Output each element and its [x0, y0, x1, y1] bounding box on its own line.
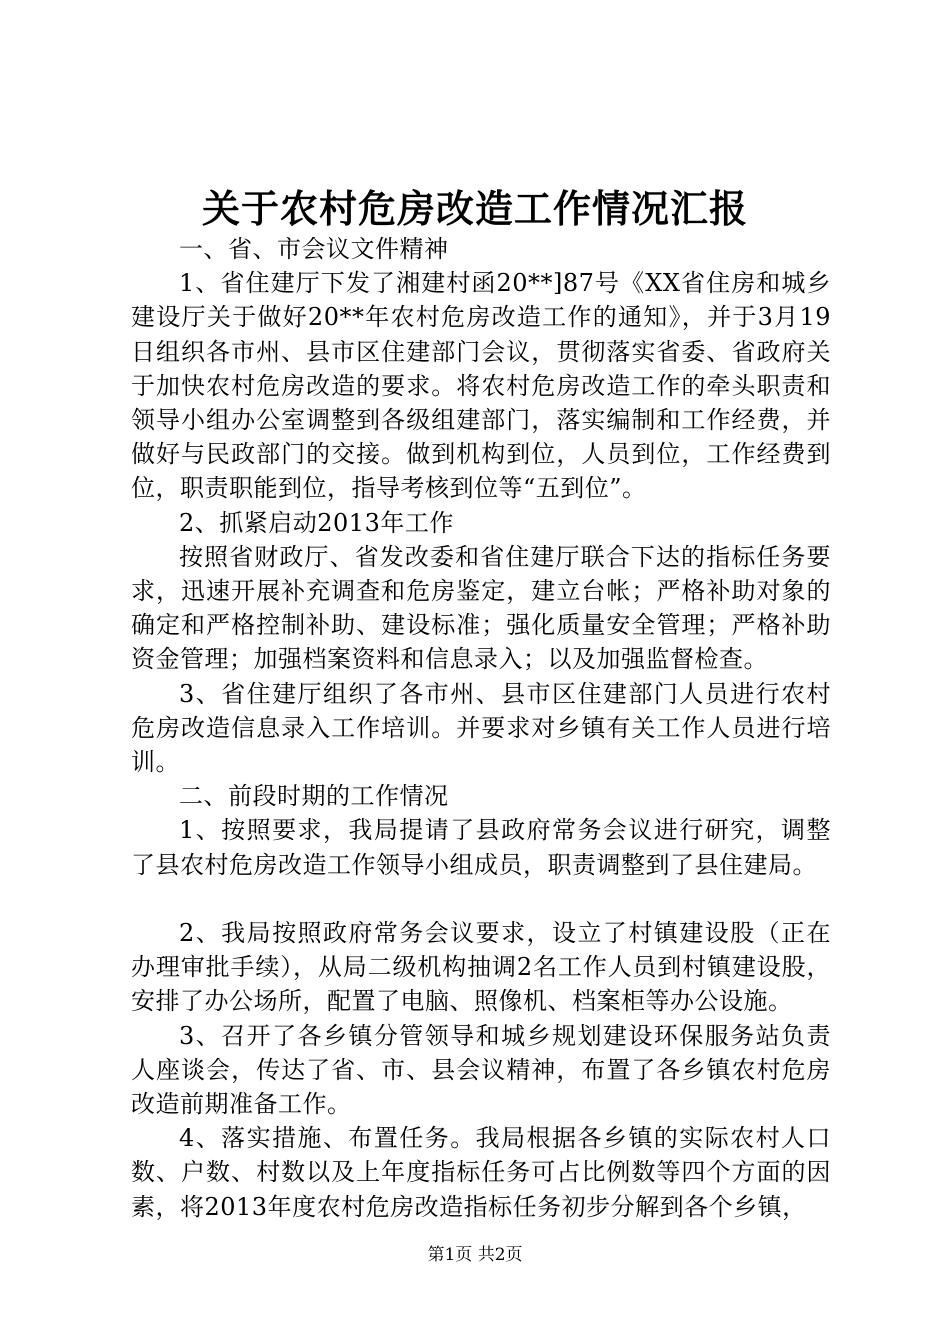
page-footer: 第1页 共2页 [427, 1245, 523, 1265]
paragraph-1-3: 3、省住建厅组织了各市州、县市区住建部门人员进行农村危房改造信息录入工作培训。并要求对乡镇有关工作人员进行培训。 [131, 679, 831, 777]
section-heading-1: 一、省、市会议文件精神 [179, 235, 449, 263]
paragraph-2-2: 2、我局按照政府常务会议要求，设立了村镇建设股（正在办理审批手续），从局二级机构抽调2名工作人员到村镇建设股，安排了办公场所，配置了电脑、照像机、档案柜等办公设施。 [131, 919, 831, 1016]
paragraph-1-2-body: 按照省财政厅、省发改委和省住建厅联合下达的指标任务要求，迅速开展补充调查和危房鉴定，建立台帐；严格补助对象的确定和严格控制补助、建设标准；强化质量安全管理；严格补助资金管理；加强档案资料和信息录入；以及加强监督检查。 [131, 542, 831, 674]
subheading-1-2: 2、抓紧启动2013年工作 [179, 508, 454, 537]
paragraph-2-1: 1、按照要求，我局提请了县政府常务会议进行研究，调整了县农村危房改造工作领导小组成员，职责调整到了县住建局。 [131, 816, 831, 879]
document-title: 关于农村危房改造工作情况汇报 [201, 186, 748, 231]
paragraph-2-3: 3、召开了各乡镇分管领导和城乡规划建设环保服务站负责人座谈会，传达了省、市、县会议精神，布置了各乡镇农村危房改造前期准备工作。 [131, 1021, 831, 1119]
paragraph-1-1: 1、省住建厅下发了湘建村函20**]87号《XX省住房和城乡建设厅关于做好20**年农村危房改造工作的通知》，并于3月19日组织各市州、县市区住建部门会议，贯彻落实省委、省政府关于加快农村危房改造的要求。将农村危房改造工作的牵头职责和领导小组办公室调整到各级组建部门，落实编制和工作经费，并做好与民政部门的交接。做到机构到位，人员到位，工作经费到位，职责职能到位，指导考核到位等“五到位”。 [131, 269, 831, 503]
blank-line [131, 882, 831, 916]
document-body [131, 232, 831, 1224]
paragraph-2-4: 4、落实措施、布置任务。我局根据各乡镇的实际农村人口数、户数、村数以及上年度指标任务可占比例数等四个方面的因素，将2013年度农村危房改造指标任务初步分解到各个乡镇， [131, 1124, 831, 1221]
section-heading-2: 二、前段时期的工作情况 [179, 782, 449, 811]
